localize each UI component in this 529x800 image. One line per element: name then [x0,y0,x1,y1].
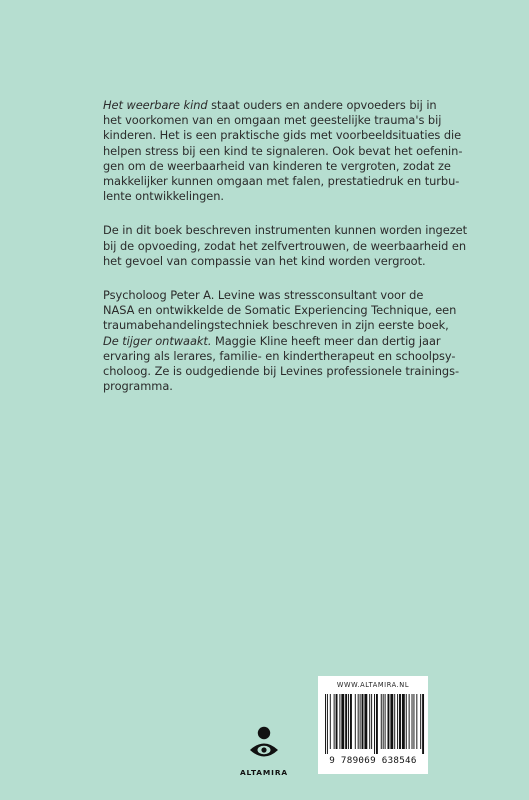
blurb-line: lente ontwikkelingen. [103,189,224,204]
blurb-line: gen om de weerbaarheid van kinderen te vergroten, zodat ze [103,158,451,173]
publisher-url: WWW.ALTAMIRA.NL [336,681,410,689]
publisher-logo [236,725,292,780]
barcode-bar [358,694,359,749]
barcode-bar [416,694,417,749]
blurb-line: De tijger ontwaakt. Maggie Kline heeft meer dan dertig jaar [103,333,441,348]
book-title: Het weerbare kind [103,98,208,112]
blurb-line: Psycholoog Peter A. Levine was stressconsultant voor de [103,288,424,303]
barcode-bar [350,694,352,749]
barcode-bar [371,694,372,749]
eye-logo-icon [248,725,280,763]
blurb-line: NASA en ontwikkelde de Somatic Experiencing Technique, een [103,303,457,318]
blurb-line: kinderen. Het is een praktische gids met voorbeeldsituaties die [103,128,462,143]
barcode-bar [360,694,361,749]
barcode-bar [341,694,344,749]
barcode-bar [420,694,421,749]
barcode-bar [364,694,367,749]
publisher-name: ALTAMIRA [239,768,289,777]
barcode-bar [336,694,338,749]
barcode-icon [325,694,425,754]
barcode-bar [383,694,384,749]
barcode-bar [390,694,393,749]
blurb-line: Het weerbare kind staat ouders en andere opvoeders bij in [103,98,437,112]
blurb-line: ervaring als lerares, familie- en kindertherapeut en schoolpsy- [103,348,456,363]
barcode-bar [394,694,395,749]
blurb-line: choloog. Ze is oudgediende bij Levines professionele trainings- [103,364,460,379]
isbn-number: 9 789069 638546 [329,755,417,766]
barcode-bar [339,694,340,749]
barcode-bar [381,694,382,749]
blurb-paragraph-2 [103,223,467,269]
blurb-line: traumabehandelingstechniek beschreven in zijn eerste boek, [103,318,449,333]
blurb-line: De in dit boek beschreven instrumenten kunnen worden ingezet [103,223,467,238]
barcode-bar [327,694,328,754]
barcode-bar [376,694,378,754]
barcode-bar [362,694,364,749]
barcode-bar [325,694,326,754]
back-cover-blurb [103,98,467,413]
blurb-line: helpen stress bij een kind te signaleren. Ook bevat het oefenin- [103,143,463,158]
barcode-bar [334,694,335,749]
blurb-line: het voorkomen van en omgaan met geestelijke trauma's bij [103,113,442,128]
barcode-bar [355,694,356,749]
blurb-paragraph-1 [103,98,463,204]
author-bio-paragraph [103,288,460,394]
barcode-bar [406,694,407,749]
barcode-bar [348,694,349,749]
barcode-bar [388,694,390,749]
blurb-line: makkelijker kunnen omgaan met falen, prestatiedruk en turbu- [103,174,460,189]
other-book-title: De tijger ontwaakt. [103,333,212,348]
barcode-bar [345,694,347,749]
barcode-bar [369,694,370,749]
barcode-bar [399,694,401,749]
barcode-bar [397,694,398,749]
barcode-bar [422,694,424,754]
barcode-bar [330,694,331,749]
barcode-bar [402,694,405,749]
barcode-panel [318,676,428,774]
barcode-bar [412,694,413,749]
barcode-bar [385,694,386,749]
barcode-bar [413,694,414,749]
blurb-line: het gevoel van compassie van het kind worden vergroot. [103,253,426,268]
barcode-bar [409,694,410,749]
blurb-line: programma. [103,379,173,394]
barcode-bar [374,694,375,754]
blurb-line: bij de opvoeding, zodat het zelfvertrouwen, de weerbaarheid en [103,238,466,253]
